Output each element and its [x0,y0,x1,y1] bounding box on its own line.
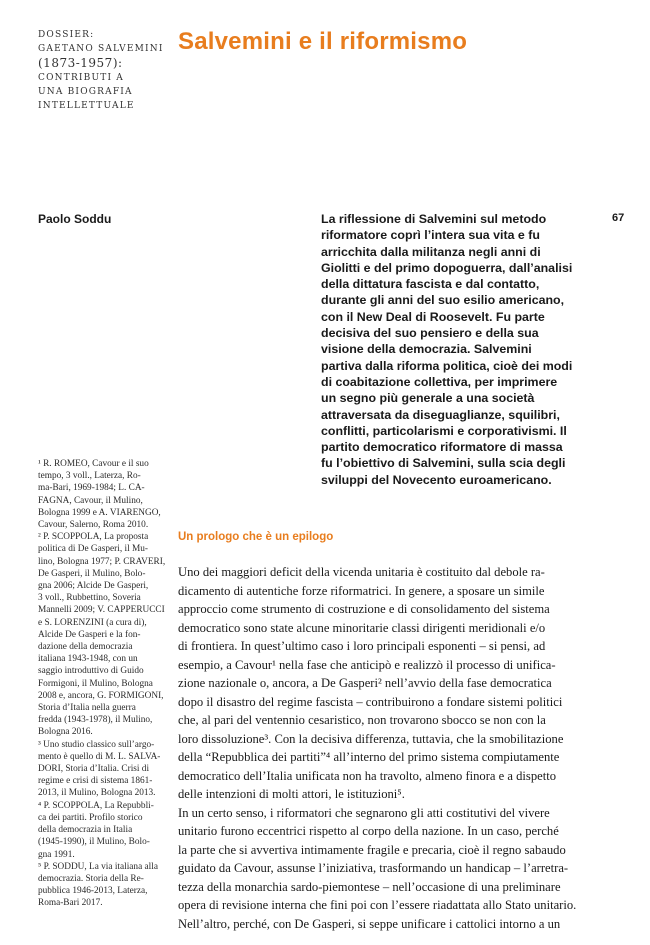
footnote-line: Storia d’Italia nella guerra [38,703,136,714]
footnote-line: Bologna 2016. [38,727,93,738]
footnote-line: mento è quello di M. L. SALVA- [38,751,161,762]
body-line: guidato da Cavour, assunse l’iniziativa, trasformando un handicap – l’arretra- [178,861,569,875]
footnote-line: ³ Uno studio classico sull’argo- [38,739,155,750]
footnote-line: regime e crisi di sistema 1861- [38,776,153,787]
body-line: tezza della monarchia sardo-piemontese – nell’occasione di una preliminare [178,879,561,894]
body-line: Nell’altro, perché, con De Gasperi, si seppe unificare i cattolici intorno a un [178,916,561,931]
dossier-line: (1873-1957): [38,56,123,71]
abstract-line: fu l’obiettivo di Salvemini, sulla scia degli [321,456,566,471]
footnote-line: Cavour, Salerno, Roma 2010. [38,520,149,531]
abstract-line: della dittatura fascista e dal contatto, [321,277,540,292]
footnote-line: tempo, 3 voll., Laterza, Ro- [38,471,141,482]
abstract-line: con il New Deal di Roosevelt. Fu parte [321,309,545,324]
body-line: esempio, a Cavour¹ nella fase che anticipò e realizzò il processo di unifica- [178,657,556,672]
body-line: In un certo senso, i riformatori che segnarono gli atti costitutivi del vivere [178,805,550,820]
abstract-line: partito democratico riformatore di massa [321,440,563,455]
body-line: della “Repubblica dei partiti”⁴ all’interno del primo sistema compiutamente [178,750,560,764]
abstract-line: arricchita dalla militanza negli anni di [321,244,541,259]
footnote-line: Roma-Bari 2017. [38,898,103,909]
dossier-line: UNA BIOGRAFIA [38,86,133,97]
footnote-line: ² P. SCOPPOLA, La proposta [38,532,149,543]
body-line: loro dissoluzione³. Con la decisiva differenza, tuttavia, che la smobilitazione [178,731,564,746]
footnote-line: (1945-1990), il Mulino, Bolo- [38,837,150,848]
footnote-line: ¹ R. ROMEO, Cavour e il suo [38,459,149,469]
footnote-line: Bologna 1999 e A. VIARENGO, [38,507,161,518]
footnote-line: gna 2006; Alcide De Gasperi, [38,581,149,592]
abstract-line: decisiva del suo pensiero e della sua [321,326,539,341]
footnote-line: ca dei partiti. Profilo storico [38,812,143,823]
body-line: che, al pari del ventennio cesaristico, non trovarono sbocco se non con la [178,713,546,727]
body-line: di frontiera. In quest’ultimo caso i loro principali esponenti – si pensi, ad [178,639,546,653]
footnote-line: ma-Bari, 1969-1984; L. CA- [38,483,145,494]
body-line: zione nazionale o, ancora, a De Gasperi² nell’avvio della fase democratica [178,676,552,690]
body-line: delle intenzioni di molti attori, le istituzioni⁵. [178,787,405,801]
abstract-line: un segno più generale a una società [321,391,535,406]
footnote-line: democrazia. Storia della Re- [38,873,144,884]
abstract-line: di coabitazione collettiva, per imprimere [321,374,558,389]
body-line: unitario furono eccentrici rispetto al corpo della nazione. In un caso, perché [178,824,559,838]
footnote-line: dazione della democrazia [38,642,133,653]
footnote-line: 3 voll., Rubbettino, Soveria [38,593,141,604]
abstract [321,211,596,488]
abstract-line: partiva dalla riforma politica, cioè dei modi [321,358,573,373]
footnote-line: 2008 e, ancora, G. FORMIGONI, [38,690,164,701]
section-heading: Un prologo che è un epilogo [178,531,334,543]
dossier-line: CONTRIBUTI A [38,72,124,83]
body-line: opera di revisione interna che fini poi con l’essere riadattata allo Stato unitario. [178,898,577,912]
abstract-line: riformatore coprì l’intera sua vita e fu [321,228,540,243]
footnote-line: Formigoni, il Mulino, Bologna [38,678,153,689]
article-title: Salvemini e il riformismo [178,28,468,55]
footnote-line: ⁵ P. SODDU, La via italiana alla [38,861,158,872]
body-line: dicamento di autentiche forze riformatrici. In genere, a sposare un simile [178,583,545,598]
footnote-line: italiana 1943-1948, con un [38,654,138,665]
body-line: Uno dei maggiori deficit della vicenda unitaria è costituito dal debole ra- [178,565,545,579]
body-text [178,563,598,933]
dossier-label [38,28,173,113]
footnote-line: pubblica 1946-2013, Laterza, [38,886,148,897]
abstract-line: La riflessione di Salvemini sul metodo [321,212,547,226]
author-name: Paolo Soddu [38,212,112,226]
body-line: democratico sono state alcune minoritarie classi dirigenti meridionali e/o [178,620,546,635]
dossier-line: DOSSIER: [38,30,95,40]
footnote-line: Mannelli 2009; V. CAPPERUCCI [38,605,165,616]
abstract-line: attraversata da diseguaglianze, squilibri, [321,407,560,422]
footnote-line: De Gasperi, il Mulino, Bolo- [38,568,146,579]
footnote-line: 2013, il Mulino, Bologna 2013. [38,788,156,799]
footnote-line: e S. LORENZINI (a cura di), [38,617,147,628]
footnote-line: politica di De Gasperi, il Mu- [38,544,148,555]
footnote-line: ⁴ P. SCOPPOLA, La Repubbli- [38,800,154,811]
footnote-line: saggio introduttivo di Guido [38,666,144,677]
footnotes [38,458,168,910]
abstract-line: sviluppi del Novecento euroamericano. [321,472,552,487]
dossier-line: GAETANO SALVEMINI [38,44,164,55]
footnote-line: DORI, Storia d’Italia. Crisi di [38,764,150,775]
body-line: la parte che si avvertiva intimamente fragile e precaria, cioè il regno sabaudo [178,842,566,857]
abstract-line: durante gli anni del suo esilio americano, [321,293,565,308]
footnote-line: lino, Bologna 1977; P. CRAVERI, [38,556,166,567]
footnote-line: Alcide De Gasperi e la fon- [38,629,141,640]
body-line: approccio come strumento di costruzione e di consolidamento del sistema [178,602,550,616]
footnote-line: gna 1991. [38,849,75,860]
abstract-line: visione della democrazia. Salvemini [321,342,532,357]
abstract-line: Giolitti e del primo dopoguerra, dall’analisi [321,260,573,275]
footnote-line: FAGNA, Cavour, il Mulino, [38,495,143,506]
body-line: democratico dell’Italia unificata non ha travolto, almeno finora e a dispetto [178,768,557,783]
body-line: dopo il disastro del regime fascista – contribuirono a fondare sistemi politici [178,694,563,709]
footnote-line: fredda (1943-1978), il Mulino, [38,715,153,726]
page-number: 67 [612,212,625,224]
dossier-line: INTELLETTUALE [38,101,135,112]
footnote-line: della democrazia in Italia [38,825,133,836]
abstract-line: conflitti, particolarismi e corporativismi. Il [321,423,567,438]
